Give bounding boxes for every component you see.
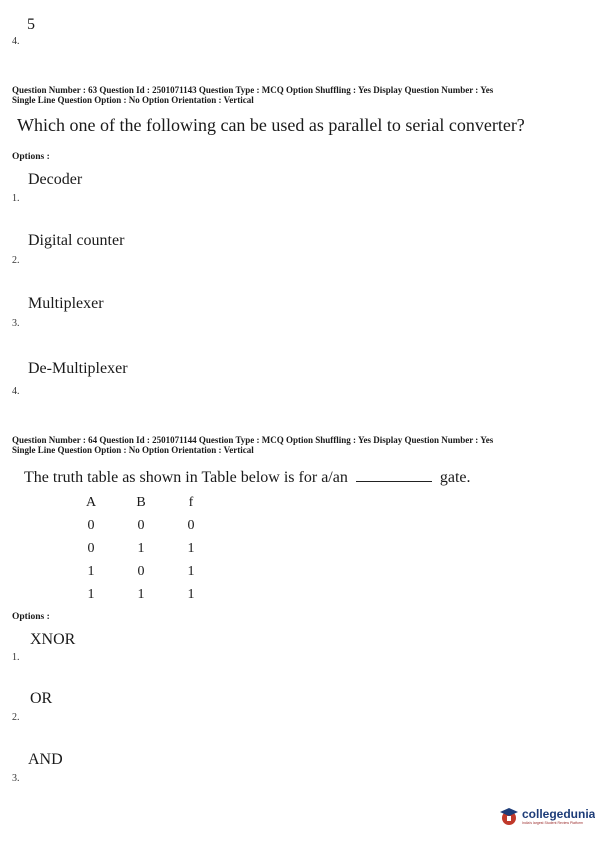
truth-table-header [66, 491, 216, 514]
truth-table-cell: 1 [187, 540, 195, 556]
question-63-option-2-number: 2. [12, 255, 20, 266]
truth-table-cell: 0 [137, 563, 145, 579]
question-63-option-3-text: Multiplexer [28, 295, 104, 312]
truth-table-cell: 1 [187, 586, 195, 602]
truth-table-row [66, 514, 216, 537]
truth-table-row [66, 583, 216, 606]
truth-table-cell: 0 [87, 540, 95, 556]
question-63-option-3-number: 3. [12, 318, 20, 329]
question-64-text-after: gate. [439, 469, 471, 486]
question-63-option-4-number: 4. [12, 386, 20, 397]
truth-table-cell: 1 [137, 586, 145, 602]
truth-table-cell: 1 [87, 586, 95, 602]
question-64-text-before: The truth table as shown in Table below is for a/an [24, 469, 348, 486]
truth-table-cell: 1 [137, 540, 145, 556]
truth-table [66, 491, 216, 606]
truth-table-cell: 0 [87, 517, 95, 533]
question-64-option-1-text: XNOR [30, 631, 76, 648]
question-64-meta [12, 435, 587, 455]
question-64-option-2-number: 2. [12, 712, 20, 723]
question-64-meta-line2: Single Line Question Option : No Option Orientation : Vertical [12, 445, 254, 455]
prev-option-number: 4. [12, 36, 20, 47]
question-63-option-1-number: 1. [12, 193, 20, 204]
truth-table-header-a: A [85, 494, 97, 510]
question-64-option-2-text: OR [30, 690, 53, 707]
collegedunia-logo [499, 806, 595, 826]
truth-table-cell: 1 [187, 563, 195, 579]
question-63-options-label: Options : [12, 152, 50, 162]
truth-table-header-b: B [136, 494, 146, 510]
question-63-option-1-text: Decoder [28, 171, 83, 188]
question-64-options-label: Options : [12, 612, 50, 622]
truth-table-row [66, 537, 216, 560]
question-64-option-1-number: 1. [12, 652, 20, 663]
question-63-meta [12, 85, 587, 105]
question-64-option-3-number: 3. [12, 773, 20, 784]
logo-tagline: India's largest Student Review Platform [522, 821, 583, 825]
prev-option-text: 5 [27, 16, 35, 33]
truth-table-cell: 0 [187, 517, 195, 533]
question-63-option-4-text: De-Multiplexer [28, 360, 128, 377]
question-64-blank [356, 469, 432, 482]
truth-table-header-f: f [188, 494, 194, 510]
question-63-meta-line1: Question Number : 63 Question Id : 2501071143 Question Type : MCQ Option Shuffling : Yes Display Question Number : Yes [12, 85, 494, 95]
truth-table-cell: 1 [87, 563, 95, 579]
truth-table-row [66, 560, 216, 583]
logo-name: collegedunia [522, 807, 595, 821]
question-63-text: Which one of the following can be used as parallel to serial converter? [17, 115, 525, 135]
truth-table-cell: 0 [137, 517, 145, 533]
question-64-text [24, 469, 471, 487]
question-64-meta-line1: Question Number : 64 Question Id : 2501071144 Question Type : MCQ Option Shuffling : Yes Display Question Number : Yes [12, 435, 494, 445]
question-63-meta-line2: Single Line Question Option : No Option Orientation : Vertical [12, 95, 254, 105]
graduate-cap-icon [499, 806, 519, 826]
question-64-option-3-text: AND [28, 751, 63, 768]
question-63-option-2-text: Digital counter [28, 232, 125, 249]
